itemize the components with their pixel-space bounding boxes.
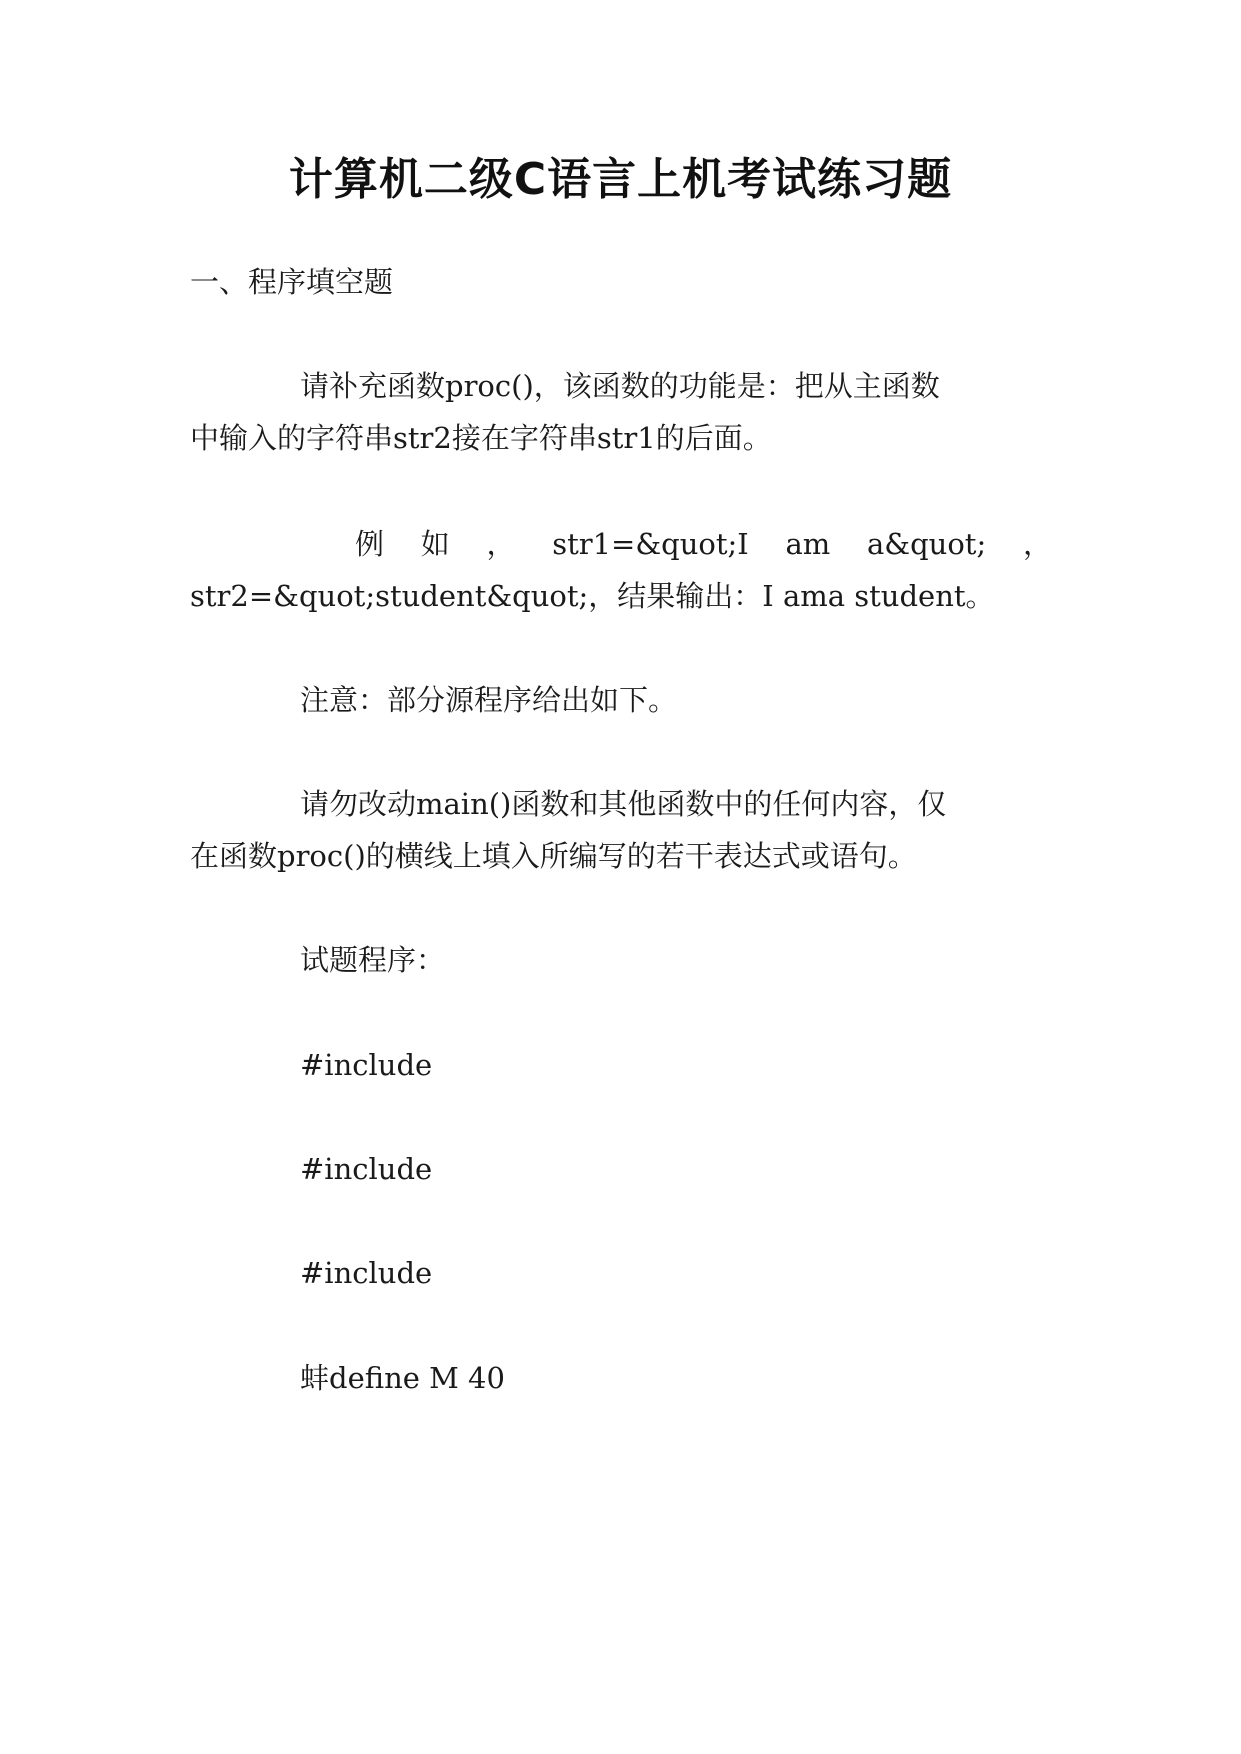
program-label: 试题程序： <box>300 943 446 977</box>
section-heading: 一、程序填空题 <box>190 265 394 299</box>
paragraph-line: str2=&quot;student&quot;，结果输出：I ama student。 <box>190 579 995 613</box>
paragraph-line: 在函数proc()的横线上填入所编写的若干表达式或语句。 <box>190 839 917 873</box>
example-token: a&quot; <box>866 527 987 561</box>
code-line: 蚌define M 40 <box>300 1361 505 1395</box>
code-line: #include <box>300 1152 433 1186</box>
code-line: #include <box>300 1048 433 1082</box>
example-token: ， <box>1022 527 1052 561</box>
paragraph-line: 请补充函数proc()，该函数的功能是：把从主函数 <box>300 369 940 403</box>
example-token: am <box>785 527 831 561</box>
example-token: ， <box>486 527 516 561</box>
paragraph-line: 请勿改动main()函数和其他函数中的任何内容，仅 <box>300 787 947 821</box>
example-line-justified <box>355 524 1052 564</box>
paragraph-line: 中输入的字符串str2接在字符串str1的后面。 <box>190 421 772 455</box>
code-line: #include <box>300 1256 433 1290</box>
document-title: 计算机二级C语言上机考试练习题 <box>288 154 953 205</box>
example-token: 例 <box>355 527 385 561</box>
example-token: 如 <box>420 527 450 561</box>
paragraph-line: 注意：部分源程序给出如下。 <box>300 683 678 717</box>
example-token: str1=&quot;I <box>552 527 749 561</box>
